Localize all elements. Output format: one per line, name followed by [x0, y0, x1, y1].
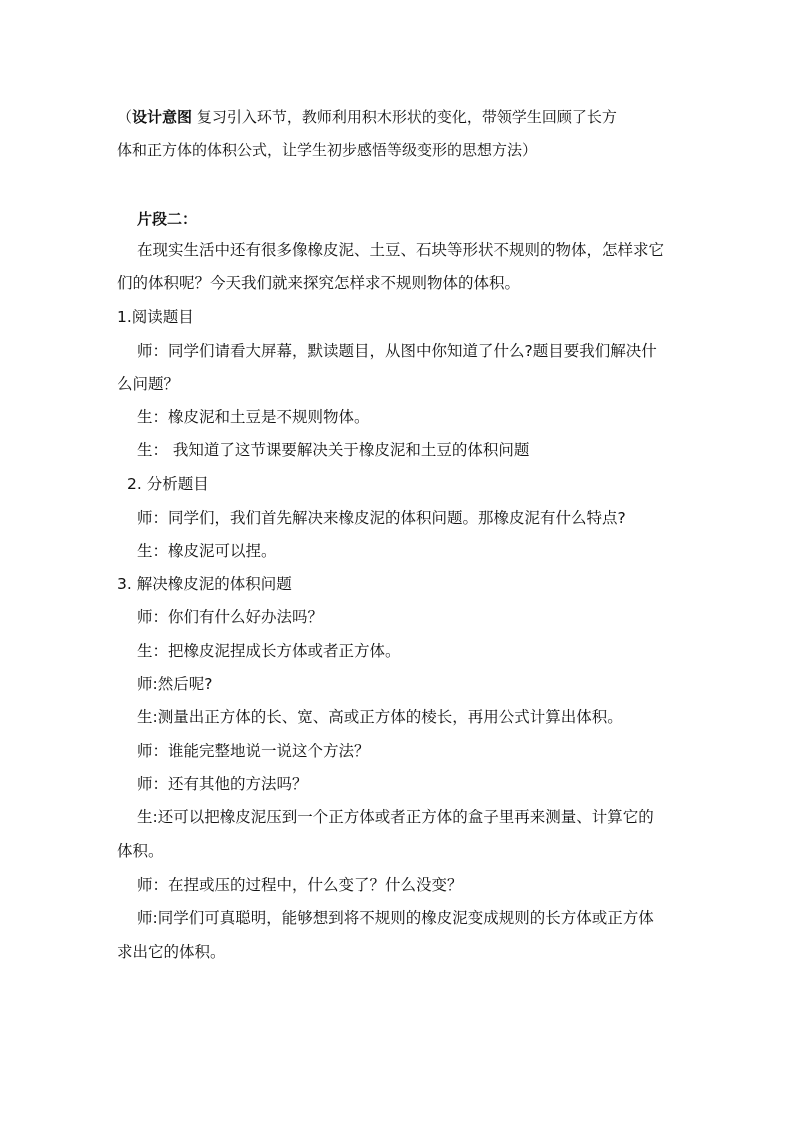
- section1-student-1: 生：橡皮泥和土豆是不规则物体。: [137, 408, 370, 426]
- section3-line-8: 师：在捏或压的过程中，什么变了？什么没变？: [137, 876, 463, 894]
- section1-student-2: 生： 我知道了这节课要解决关于橡皮泥和土豆的体积问题: [137, 441, 530, 459]
- section3-line-6: 师：还有其他的方法吗？: [137, 775, 308, 793]
- section2-heading: 2. 分析题目: [127, 475, 209, 493]
- section1-teacher-line-1: 师：同学们请看大屏幕，默读题目，从图中你知道了什么?题目要我们解决什: [137, 342, 657, 360]
- design-intent-line-2: [117, 139, 537, 161]
- design-intent-label: 设计意图: [132, 108, 193, 126]
- section3-line-7a: 生:还可以把橡皮泥压到一个正方体或者正方体的盒子里再来测量、计算它的: [137, 808, 654, 826]
- design-intent-text-1: 复习引入环节，教师利用积木形状的变化，带领学生回顾了长方: [196, 108, 617, 126]
- section1-teacher-line-2: 么问题？: [117, 375, 180, 393]
- section3-line-9b: 求出它的体积。: [117, 943, 226, 961]
- design-intent-text-2: 体和正方体的体积公式，让学生初步感悟等级变形的思想方法）: [117, 141, 538, 159]
- intro-line-1: 在现实生活中还有很多像橡皮泥、土豆、石块等形状不规则的物体，怎样求它: [137, 241, 665, 259]
- section2-teacher: 师：同学们，我们首先解决来橡皮泥的体积问题。那橡皮泥有什么特点?: [137, 509, 626, 527]
- section3-heading: 3. 解决橡皮泥的体积问题: [117, 575, 292, 593]
- section3-line-1: 师：你们有什么好办法吗？: [137, 608, 324, 626]
- section3-line-7b: 体积。: [117, 842, 164, 860]
- open-paren: （: [117, 108, 133, 126]
- section3-line-9a: 师:同学们可真聪明，能够想到将不规则的橡皮泥变成规则的长方体或正方体: [137, 909, 654, 927]
- section3-line-3: 师:然后呢?: [137, 675, 213, 693]
- segment-title: 片段二：: [137, 210, 198, 228]
- section3-line-2: 生：把橡皮泥捏成长方体或者正方体。: [137, 642, 401, 660]
- intro-line-2: 们的体积呢？今天我们就来探究怎样求不规则物体的体积。: [117, 274, 521, 292]
- design-intent-line-1: [117, 106, 617, 128]
- section1-heading: 1.阅读题目: [117, 308, 194, 326]
- section3-line-5: 师：谁能完整地说一说这个方法？: [137, 742, 370, 760]
- section3-line-4: 生:测量出正方体的长、宽、高或正方体的棱长，再用公式计算出体积。: [137, 708, 623, 726]
- section2-student: 生：橡皮泥可以捏。: [137, 542, 277, 560]
